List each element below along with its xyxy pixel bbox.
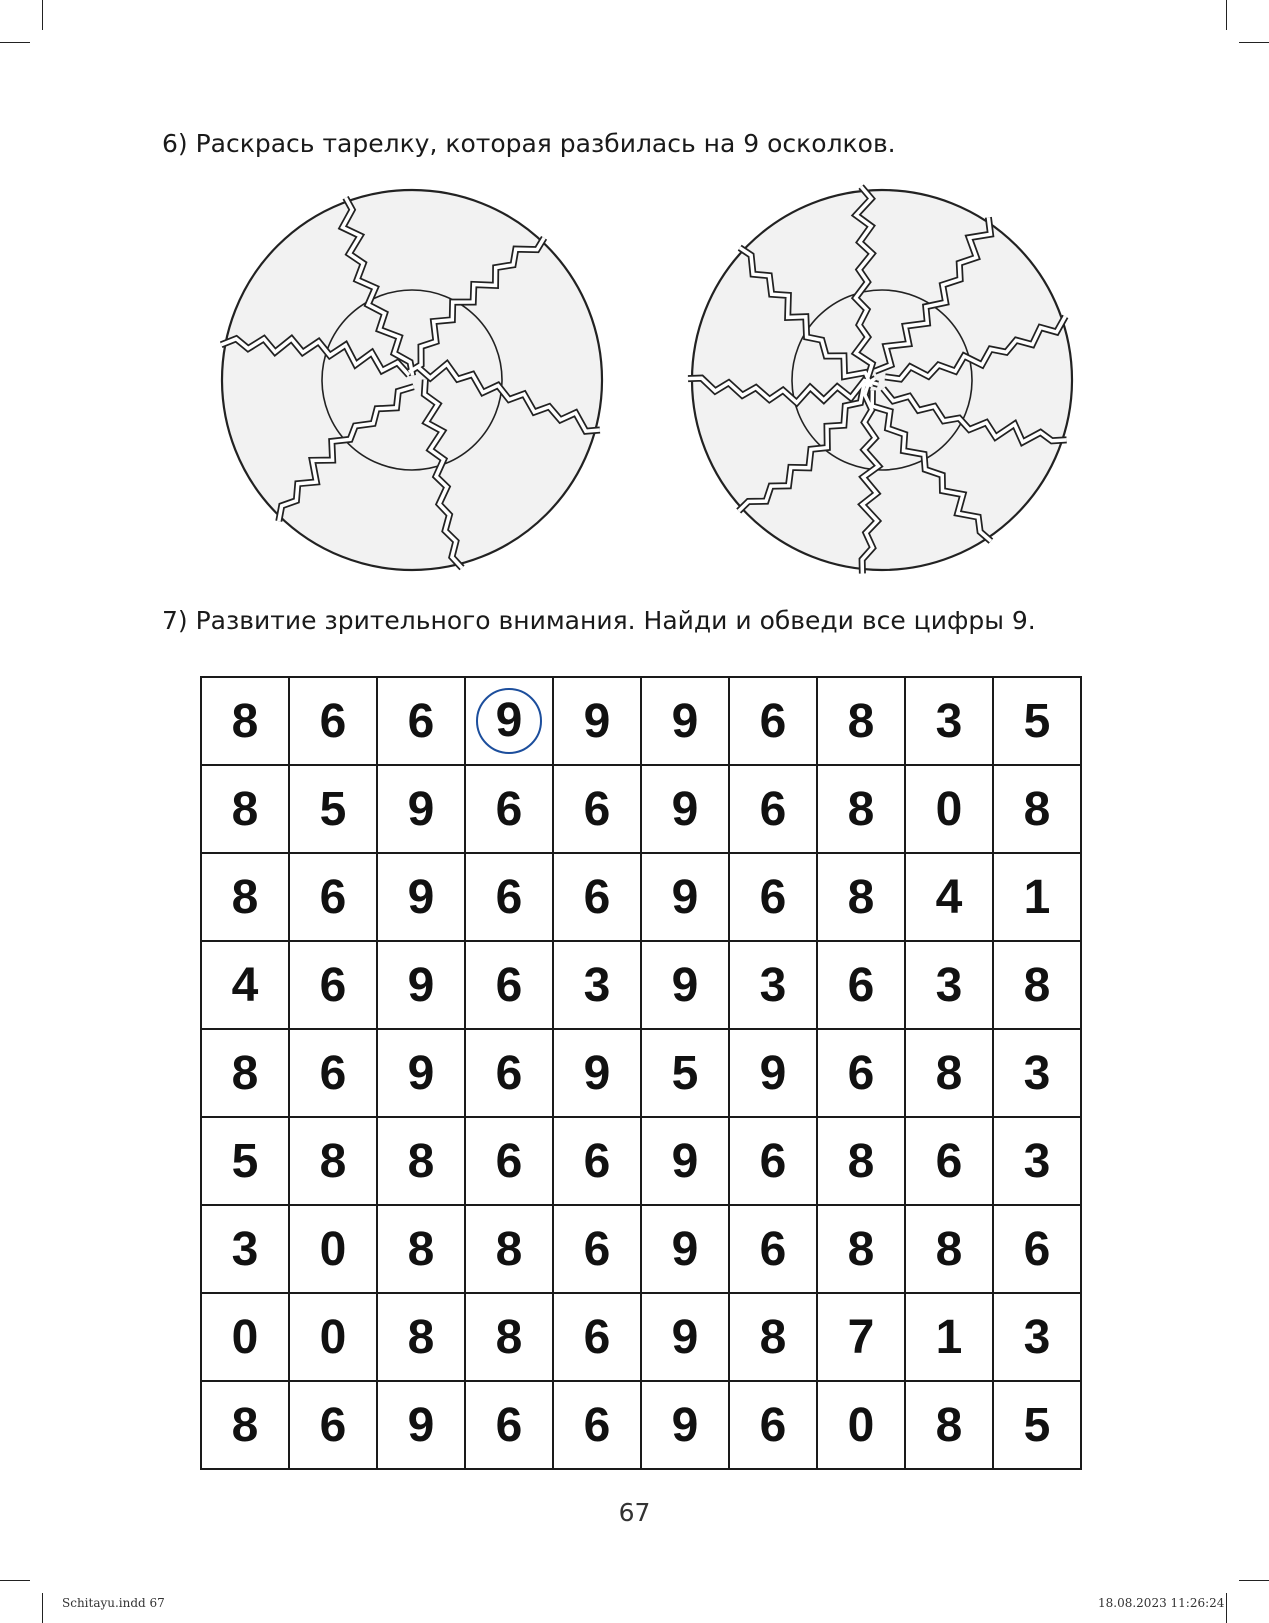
grid-cell[interactable]	[201, 1029, 289, 1117]
grid-cell[interactable]	[729, 765, 817, 853]
grid-digit: 1	[1023, 870, 1051, 924]
grid-cell[interactable]	[729, 1293, 817, 1381]
grid-cell[interactable]	[817, 941, 905, 1029]
grid-digit: 8	[231, 694, 259, 748]
grid-digit: 9	[671, 782, 699, 836]
digit-grid	[200, 676, 1082, 1470]
crop-mark-top-left-v	[42, 0, 43, 30]
grid-cell[interactable]	[905, 853, 993, 941]
grid-cell[interactable]	[465, 1293, 553, 1381]
grid-cell[interactable]	[993, 1029, 1081, 1117]
plate-right[interactable]	[688, 187, 1072, 574]
grid-digit: 8	[1023, 958, 1051, 1012]
grid-digit: 8	[847, 1134, 875, 1188]
grid-digit: 9	[671, 870, 699, 924]
grid-digit: 8	[231, 1398, 259, 1452]
grid-cell[interactable]	[289, 1205, 377, 1293]
grid-cell[interactable]	[905, 765, 993, 853]
grid-digit: 9	[407, 958, 435, 1012]
grid-digit: 9	[671, 1310, 699, 1364]
grid-digit: 6	[1023, 1222, 1051, 1276]
grid-row	[201, 1029, 1081, 1117]
grid-digit: 8	[231, 782, 259, 836]
grid-cell[interactable]	[817, 1029, 905, 1117]
grid-row	[201, 677, 1081, 765]
grid-digit: 9	[671, 1222, 699, 1276]
grid-digit: 8	[407, 1134, 435, 1188]
grid-digit: 6	[583, 1222, 611, 1276]
grid-cell[interactable]	[993, 765, 1081, 853]
grid-digit: 0	[319, 1310, 347, 1364]
grid-cell[interactable]	[729, 853, 817, 941]
grid-digit: 6	[759, 1134, 787, 1188]
grid-cell[interactable]	[377, 765, 465, 853]
grid-digit: 8	[759, 1310, 787, 1364]
grid-digit: 5	[1023, 694, 1051, 748]
grid-digit: 4	[231, 958, 259, 1012]
grid-cell[interactable]	[729, 677, 817, 765]
grid-digit: 0	[319, 1222, 347, 1276]
grid-row	[201, 1293, 1081, 1381]
circled-digit: 9	[476, 688, 542, 754]
grid-cell[interactable]	[905, 1381, 993, 1469]
grid-digit: 6	[319, 870, 347, 924]
grid-row	[201, 941, 1081, 1029]
grid-cell[interactable]	[201, 1381, 289, 1469]
grid-digit: 4	[935, 870, 963, 924]
grid-digit: 6	[495, 870, 523, 924]
grid-digit: 8	[847, 1222, 875, 1276]
grid-cell[interactable]	[465, 677, 553, 765]
grid-digit: 9	[671, 1398, 699, 1452]
grid-cell[interactable]	[201, 1117, 289, 1205]
grid-digit: 8	[495, 1310, 523, 1364]
grid-cell[interactable]	[201, 941, 289, 1029]
grid-digit: 3	[1023, 1310, 1051, 1364]
grid-cell[interactable]	[289, 853, 377, 941]
grid-digit: 0	[231, 1310, 259, 1364]
grid-digit: 9	[759, 1046, 787, 1100]
crop-mark-top-left-h	[0, 42, 30, 43]
grid-digit: 6	[319, 1398, 347, 1452]
grid-cell[interactable]	[289, 765, 377, 853]
grid-cell[interactable]	[553, 765, 641, 853]
grid-cell[interactable]	[905, 941, 993, 1029]
grid-cell[interactable]	[377, 1381, 465, 1469]
grid-digit: 6	[495, 1398, 523, 1452]
grid-cell[interactable]	[993, 1381, 1081, 1469]
grid-digit: 6	[495, 958, 523, 1012]
grid-cell[interactable]	[993, 853, 1081, 941]
grid-cell[interactable]	[465, 853, 553, 941]
grid-cell[interactable]	[289, 677, 377, 765]
print-file-label: Schitayu.indd 67	[62, 1596, 165, 1610]
grid-digit: 8	[847, 870, 875, 924]
grid-cell[interactable]	[553, 941, 641, 1029]
grid-digit: 3	[1023, 1046, 1051, 1100]
grid-cell[interactable]	[377, 941, 465, 1029]
broken-plates-illustration	[210, 178, 1090, 580]
grid-cell[interactable]	[377, 1293, 465, 1381]
grid-digit: 6	[319, 694, 347, 748]
grid-digit: 3	[1023, 1134, 1051, 1188]
grid-digit: 3	[759, 958, 787, 1012]
grid-digit: 9	[407, 1398, 435, 1452]
grid-cell[interactable]	[641, 1029, 729, 1117]
grid-cell[interactable]	[817, 1205, 905, 1293]
grid-cell[interactable]	[729, 941, 817, 1029]
grid-digit: 6	[495, 1134, 523, 1188]
grid-digit: 8	[847, 782, 875, 836]
grid-digit: 8	[935, 1398, 963, 1452]
grid-cell[interactable]	[553, 1205, 641, 1293]
grid-digit: 6	[583, 1310, 611, 1364]
grid-row	[201, 1381, 1081, 1469]
grid-cell[interactable]	[641, 1205, 729, 1293]
grid-digit: 5	[671, 1046, 699, 1100]
grid-digit: 9	[671, 958, 699, 1012]
grid-cell[interactable]	[377, 1205, 465, 1293]
grid-cell[interactable]	[641, 941, 729, 1029]
grid-cell[interactable]	[553, 1381, 641, 1469]
grid-digit: 8	[935, 1046, 963, 1100]
grid-digit: 6	[583, 1134, 611, 1188]
grid-digit: 3	[935, 958, 963, 1012]
grid-cell[interactable]	[905, 1029, 993, 1117]
grid-digit: 9	[583, 1046, 611, 1100]
grid-digit: 8	[935, 1222, 963, 1276]
grid-cell[interactable]	[553, 853, 641, 941]
grid-row	[201, 765, 1081, 853]
grid-cell[interactable]	[993, 1117, 1081, 1205]
crop-mark-top-right-v	[1226, 0, 1227, 30]
grid-cell[interactable]	[465, 941, 553, 1029]
crop-mark-bottom-right-h	[1239, 1580, 1269, 1581]
grid-cell[interactable]	[817, 853, 905, 941]
grid-row	[201, 853, 1081, 941]
grid-cell[interactable]	[729, 1029, 817, 1117]
grid-cell[interactable]	[377, 677, 465, 765]
grid-digit: 9	[671, 694, 699, 748]
grid-cell[interactable]	[817, 1293, 905, 1381]
grid-digit: 9	[407, 1046, 435, 1100]
crop-mark-bottom-left-v	[42, 1593, 43, 1623]
grid-digit: 6	[583, 870, 611, 924]
task-6-instruction: 6) Раскрась тарелку, которая разбилась на 9 осколков.	[162, 129, 896, 158]
grid-cell[interactable]	[641, 765, 729, 853]
grid-cell[interactable]	[993, 941, 1081, 1029]
grid-digit: 5	[1023, 1398, 1051, 1452]
grid-digit: 6	[847, 958, 875, 1012]
grid-cell[interactable]	[905, 1205, 993, 1293]
grid-digit: 9	[407, 782, 435, 836]
crop-mark-bottom-left-h	[0, 1580, 30, 1581]
grid-digit: 5	[319, 782, 347, 836]
grid-digit: 7	[847, 1310, 875, 1364]
grid-digit: 8	[319, 1134, 347, 1188]
grid-cell[interactable]	[641, 1381, 729, 1469]
grid-cell[interactable]	[465, 1381, 553, 1469]
grid-cell[interactable]	[729, 1117, 817, 1205]
grid-cell[interactable]	[377, 1029, 465, 1117]
grid-digit: 8	[847, 694, 875, 748]
grid-digit: 6	[759, 1398, 787, 1452]
grid-digit: 6	[319, 958, 347, 1012]
grid-digit: 8	[407, 1222, 435, 1276]
grid-digit: 6	[759, 782, 787, 836]
grid-digit: 6	[759, 870, 787, 924]
grid-digit: 1	[935, 1310, 963, 1364]
grid-digit: 8	[1023, 782, 1051, 836]
grid-cell[interactable]	[465, 1029, 553, 1117]
grid-digit: 5	[231, 1134, 259, 1188]
grid-digit: 6	[935, 1134, 963, 1188]
grid-cell[interactable]	[817, 765, 905, 853]
grid-cell[interactable]	[553, 1029, 641, 1117]
grid-digit: 6	[319, 1046, 347, 1100]
grid-cell[interactable]	[289, 1029, 377, 1117]
grid-cell[interactable]	[905, 1293, 993, 1381]
grid-cell[interactable]	[641, 1293, 729, 1381]
grid-cell[interactable]	[641, 1117, 729, 1205]
crop-mark-bottom-right-v	[1226, 1593, 1227, 1623]
grid-digit: 6	[583, 782, 611, 836]
grid-digit: 6	[407, 694, 435, 748]
grid-digit: 3	[935, 694, 963, 748]
grid-cell[interactable]	[289, 1117, 377, 1205]
grid-cell[interactable]	[817, 677, 905, 765]
grid-digit: 9	[407, 870, 435, 924]
grid-cell[interactable]	[377, 853, 465, 941]
grid-cell[interactable]	[993, 677, 1081, 765]
grid-digit: 6	[583, 1398, 611, 1452]
grid-cell[interactable]	[641, 677, 729, 765]
grid-digit: 8	[407, 1310, 435, 1364]
grid-cell[interactable]	[289, 1381, 377, 1469]
grid-digit: 6	[495, 1046, 523, 1100]
grid-cell[interactable]	[201, 1293, 289, 1381]
grid-digit: 8	[495, 1222, 523, 1276]
plate-left[interactable]	[221, 190, 602, 570]
grid-cell[interactable]	[201, 853, 289, 941]
grid-digit: 6	[495, 782, 523, 836]
grid-digit: 6	[847, 1046, 875, 1100]
grid-row	[201, 1117, 1081, 1205]
grid-digit: 0	[935, 782, 963, 836]
grid-cell[interactable]	[905, 1117, 993, 1205]
grid-cell[interactable]	[289, 941, 377, 1029]
page-number: 67	[618, 1498, 651, 1527]
grid-cell[interactable]	[641, 853, 729, 941]
grid-cell[interactable]	[465, 765, 553, 853]
grid-digit: 3	[583, 958, 611, 1012]
grid-cell[interactable]	[905, 677, 993, 765]
grid-cell[interactable]	[465, 1117, 553, 1205]
grid-cell[interactable]	[201, 1205, 289, 1293]
grid-cell[interactable]	[553, 1117, 641, 1205]
print-timestamp: 18.08.2023 11:26:24	[1098, 1596, 1225, 1610]
grid-cell[interactable]	[817, 1117, 905, 1205]
grid-digit: 9	[583, 694, 611, 748]
grid-cell[interactable]	[465, 1205, 553, 1293]
grid-cell[interactable]	[553, 677, 641, 765]
task-7-instruction: 7) Развитие зрительного внимания. Найди и обведи все цифры 9.	[162, 606, 1036, 635]
grid-digit: 8	[231, 1046, 259, 1100]
grid-cell[interactable]	[553, 1293, 641, 1381]
grid-digit: 0	[847, 1398, 875, 1452]
grid-cell[interactable]	[201, 765, 289, 853]
grid-cell[interactable]	[993, 1293, 1081, 1381]
grid-cell[interactable]	[377, 1117, 465, 1205]
grid-cell[interactable]	[993, 1205, 1081, 1293]
grid-digit: 6	[759, 694, 787, 748]
grid-digit: 9	[671, 1134, 699, 1188]
grid-digit: 3	[231, 1222, 259, 1276]
grid-cell[interactable]	[817, 1381, 905, 1469]
grid-cell[interactable]	[201, 677, 289, 765]
grid-row	[201, 1205, 1081, 1293]
grid-digit: 8	[231, 870, 259, 924]
grid-cell[interactable]	[289, 1293, 377, 1381]
grid-digit: 6	[759, 1222, 787, 1276]
grid-cell[interactable]	[729, 1381, 817, 1469]
grid-cell[interactable]	[729, 1205, 817, 1293]
crop-mark-top-right-h	[1239, 42, 1269, 43]
